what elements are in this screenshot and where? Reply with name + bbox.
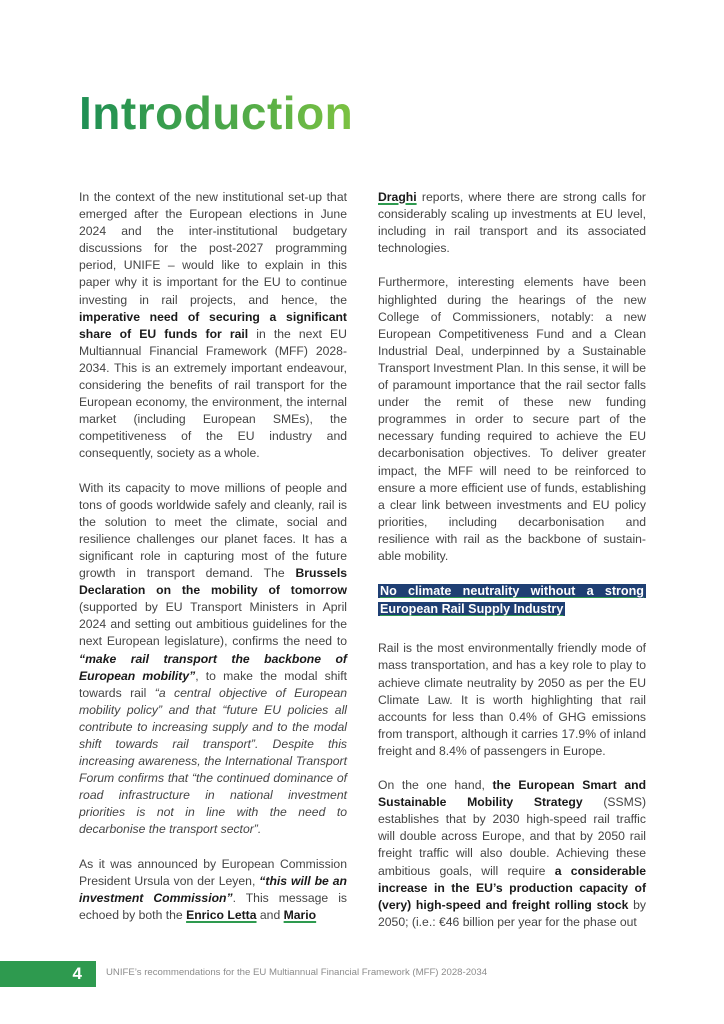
text: (SSMS) establishes that by 2030 high-speed rail traffic will double across Europe, and that by 2050 rail freight traffic will also double. Achieving these ambitious goals, will require xyxy=(378,795,647,878)
section-heading-wrap xyxy=(378,582,646,618)
paragraph-draghi xyxy=(378,189,646,257)
bold-text: Brussels Declaration on the mobility of tomorrow xyxy=(79,566,347,598)
paragraph-investment-commission xyxy=(79,856,347,924)
link-enrico-letta[interactable]: Enrico Letta xyxy=(186,907,257,922)
paragraph-intro xyxy=(79,189,347,463)
left-column xyxy=(79,189,347,941)
text: In the context of the new institutional set-up that emerged after the European elections in June 2024 and the inter-institutional budgetary discussions for the post-2027 programming period, UNIFE – would like to explain in this paper why it is important for the EU to continue investing in rail projects, and hence, the xyxy=(79,190,347,307)
text: by 2050; (i.e.: €46 billion per year for the phase out xyxy=(378,897,647,929)
footer-title: UNIFE’s recommendations for the EU Multiannual Financial Framework (MFF) 2028-2034 xyxy=(106,967,488,978)
bold-italic-quote: “make rail transport the backbone of European mobility” xyxy=(79,651,347,683)
paragraph-climate: Rail is the most environmentally friendly mode of mass transportation, and has a key role to play to achieve climate neutrality by 2050 as per the EU Climate Law. It is worth highlighting that rail accounts for less than 0.4% of GHG emissions from transport, although it carries 17.9% of inland freight and 8.4% of passengers in Europe. xyxy=(378,641,646,758)
paragraph-hearings: Furthermore, interesting elements have been highlighted during the hearings of the new College of Commissioners, notably: a new European Competitiveness Fund and a Clean Industrial Deal, underpinned by a Sustainable Transport Investment Plan. In this sense, it will be of paramount importance that the rail sector falls under the remit of these new funding programmes in order to secure part of the necessary funding required to achieve the EU decarbonisation objectives. To deliver greater impact, the MFF will need to be reinforced to ensure a more efficient use of funds, establishing a clear link between investments and EU policy priorities, including decarbonisation and resilience with rail as the backbone of sustain-able mobility. xyxy=(378,275,646,563)
text: As it was announced by European Commission President Ursula von der Leyen, xyxy=(79,856,347,888)
text: , to make the modal shift towards rail xyxy=(79,668,347,700)
paragraph-ssms xyxy=(378,777,646,931)
bold-text: the European Smart and Sustainable Mobility Strategy xyxy=(378,778,647,810)
link-mario-draghi-part1[interactable]: Mario xyxy=(283,907,317,922)
section-heading: No climate neutrality without a strong European Rail Supply Industry xyxy=(380,584,644,617)
bold-italic-quote: “this will be an investment Commission” xyxy=(79,873,347,905)
page-title: Introduction xyxy=(79,87,354,139)
paragraph-rail-capacity xyxy=(79,480,347,839)
text: and xyxy=(256,907,284,922)
right-column xyxy=(378,189,646,948)
text: reports, where there are strong calls for considerably scaling up investments at EU level, including in rail transport and its associated technologies. xyxy=(378,190,646,256)
text: . This message is echoed by both the xyxy=(79,890,347,922)
italic-quote: “a central objective of European mobility policy” and that “future EU policies all contribute to increasing supply and to the modal shift towards rail transport”. Despite this increasing awareness, the International Transport Forum confirms that “the continued dominance of road infrastructure in national investment priorities is not in line with the need to decarbonise the transport sector”. xyxy=(79,685,347,837)
text: On the one hand, xyxy=(378,778,493,793)
bold-text: a considerable increase in the EU’s production capacity of (very) high-speed and freight rolling stock xyxy=(378,863,646,912)
text: With its capacity to move millions of people and tons of goods worldwide safely and cleanly, rail is the solution to meet the climate, social and resilience challenges our planet faces. It has a significant role in capturing most of the future growth in transport demand. The xyxy=(79,480,347,581)
link-mario-draghi-part2[interactable]: Draghi xyxy=(378,190,417,204)
page-number-badge: 4 xyxy=(0,961,96,987)
text: (supported by EU Transport Ministers in April 2024 and setting out ambitious guidelines for the next European legislature), confirms the need to xyxy=(79,600,347,649)
bold-text: imperative need of securing a significant share of EU funds for rail xyxy=(79,309,347,341)
text: in the next EU Multiannual Financial Framework (MFF) 2028-2034. This is an extremely important endeavour, considering the benefits of rail transport for the European economy, the environment, the internal market (including European SMEs), the competitiveness of the EU industry and consequently, society as a whole. xyxy=(79,326,347,461)
